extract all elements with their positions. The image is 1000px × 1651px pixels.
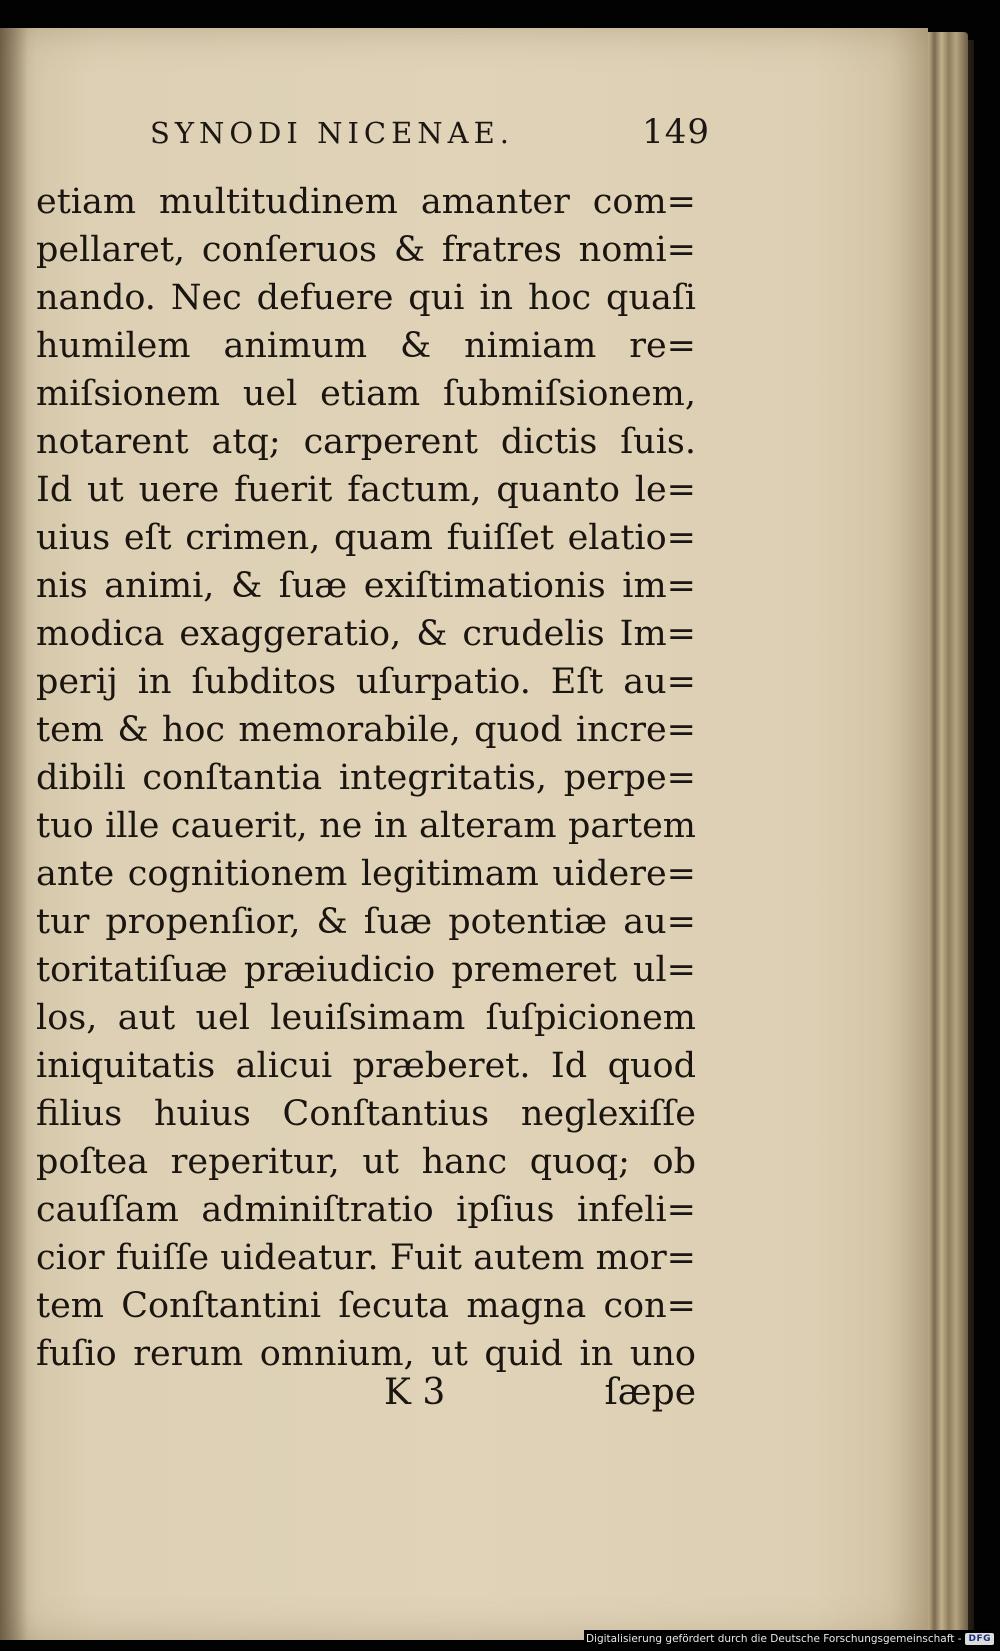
text-line: fuſio rerum omnium, ut quid in uno	[36, 1334, 696, 1374]
text-line: perij in ſubditos uſurpatio. Eſt au=	[36, 662, 696, 702]
page-footer	[36, 1372, 696, 1424]
text-line: los, aut uel leuiſsimam ſuſpicionem	[36, 998, 696, 1038]
text-line: pellaret, conſeruos & fratres nomi=	[36, 230, 696, 270]
text-line: ante cognitionem legitimam uidere=	[36, 854, 696, 894]
text-line: miſsionem uel etiam ſubmiſsionem,	[36, 374, 696, 414]
text-line: tuo ille cauerit, ne in alteram partem	[36, 806, 696, 846]
running-title: SYNODI NICENAE.	[150, 116, 514, 150]
text-line: tur propenſior, & ſuæ potentiæ au=	[36, 902, 696, 942]
text-line: poſtea reperitur, ut hanc quoq; ob	[36, 1142, 696, 1182]
running-head	[150, 110, 710, 160]
text-line: etiam multitudinem amanter com=	[36, 182, 696, 222]
text-line: humilem animum & nimiam re=	[36, 326, 696, 366]
text-line: Id ut uere fuerit factum, quanto le=	[36, 470, 696, 510]
text-line: cauſſam adminiſtratio ipſius infeli=	[36, 1190, 696, 1230]
text-line: filius huius Conſtantius neglexiſſe	[36, 1094, 696, 1134]
text-line: notarent atq; carperent dictis ſuis.	[36, 422, 696, 462]
signature-mark: K 3	[384, 1372, 446, 1413]
text-line: modica exaggeratio, & crudelis Im=	[36, 614, 696, 654]
dfg-logo: DFG	[965, 1633, 994, 1645]
text-line: toritatiſuæ præiudicio premeret ul=	[36, 950, 696, 990]
text-line: nis animi, & ſuæ exiſtimationis im=	[36, 566, 696, 606]
text-line: tem Conſtantini ſecuta magna con=	[36, 1286, 696, 1326]
text-line: iniquitatis alicui præberet. Id quod	[36, 1046, 696, 1086]
text-line: uius eſt crimen, quam fuiſſet elatio=	[36, 518, 696, 558]
credit-text: Digitalisierung gefördert durch die Deutsche Forschungsgemeinschaft -	[585, 1633, 962, 1645]
text-line: tem & hoc memorabile, quod incre=	[36, 710, 696, 750]
page-number: 149	[642, 112, 710, 152]
catchword: ſæpe	[604, 1372, 696, 1413]
text-line: nando. Nec defuere qui in hoc quaſi	[36, 278, 696, 318]
text-line: dibili conſtantia integritatis, perpe=	[36, 758, 696, 798]
digitization-credit	[584, 1630, 996, 1648]
spine-shadow	[0, 28, 28, 1640]
body-text	[36, 178, 696, 1378]
book-page	[0, 28, 928, 1640]
text-line: cior fuiſſe uideatur. Fuit autem mor=	[36, 1238, 696, 1278]
